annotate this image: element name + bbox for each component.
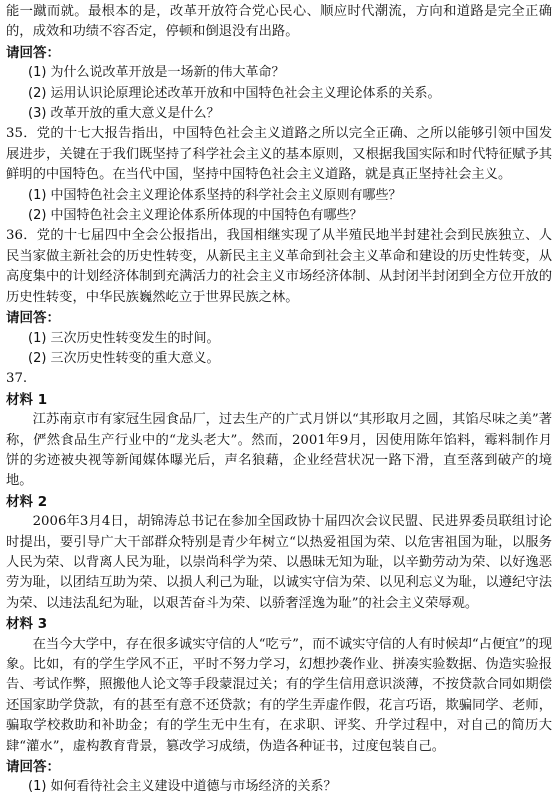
q36-text: 36．党的十七届四中全会公报指出，我国相继实现了从半殖民地半封建社会到民族独立、人民当家做主新社会的历史性转变，从新民主主义革命到社会主义革命和建设的历史性转变，从高度集中的计划经济体制到充满活力的社会主义市场经济体制、从封闭半封闭到全方位开放的历史性转变，中华民族巍然屹立于世界民族之林。 — [6, 228, 552, 305]
q34-item-2: (2) 运用认识论原理论述改革开放和中国特色社会主义理论体系的关系。 — [28, 85, 441, 101]
q35-item-2: (2) 中国特色社会主义理论体系所体现的中国特色有哪些？ — [28, 208, 363, 224]
q36-prompt: 请回答： — [6, 310, 60, 327]
top-paragraph: 能一蹴而就。最根本的是，改革开放符合党心民心、顺应时代潮流，方向和道路是完全正确的，成效和功绩不容否定，停顿和倒退没有出路。 — [6, 4, 552, 40]
material-3-title: 材料 3 — [6, 616, 48, 633]
material-1-title: 材料 1 — [6, 391, 48, 408]
q34-item-3: (3) 改革开放的重大意义是什么？ — [28, 106, 220, 122]
q37-item-1: (1) 如何看待社会主义建设中道德与市场经济的关系？ — [28, 779, 337, 795]
q36-item-1: (1) 三次历史性转变发生的时间。 — [28, 330, 220, 346]
material-1-text: 江苏南京市有家冠生园食品厂，过去生产的广式月饼以“其形取月之圆，其馅尽味之美”著称，俨然食品生产行业中的“龙头老大”。然而，2001年9月，因使用陈年馅料，霉料制作月饼的劣迹被央视等新闻媒体曝光后，声名狼藉，企业经营状况一路下滑，直至落到破产的境地。 — [6, 412, 552, 489]
material-2-title: 材料 2 — [6, 493, 48, 510]
material-2-text: 2006年3月4日，胡锦涛总书记在参加全国政协十届四次会议民盟、民进界委员联组讨论时提出，要引导广大干部群众特别是青少年树立“以热爱祖国为荣、以危害祖国为耻，以服务人民为荣、以背离人民为耻，以崇尚科学为荣、以愚昧无知为耻，以辛勤劳动为荣、以好逸恶劳为耻，以团结互助为荣、以损人利己为耻，以诚实守信为荣、以见利忘义为耻，以遵纪守法为荣、以违法乱纪为耻，以艰苦奋斗为荣、以骄奢淫逸为耻”的社会主义荣辱观。 — [6, 514, 552, 611]
material-3-text: 在当今大学中，存在很多诚实守信的人“吃亏”，而不诚实守信的人有时候却“占便宜”的现象。比如，有的学生学风不正，平时不努力学习，幻想抄袭作业、拼凑实验数据、伪造实验报告、考试作弊，照搬他人论文等手段蒙混过关；有的学生信用意识淡薄，不按贷款合同如期偿还国家助学贷款，有的甚至有意不还贷款；有的学生弄虚作假，花言巧语，欺骗同学、老师，骗取学校救助和补助金；有的学生无中生有，在求职、评奖、升学过程中，对自己的简历大肆“灌水”，虚构教育背景，篡改学习成绩，伪造各种证书，过度包装自己。 — [6, 636, 552, 754]
q34-item-1: (1) 为什么说改革开放是一场新的伟大革命？ — [28, 65, 285, 81]
q35-item-1: (1) 中国特色社会主义理论体系坚持的科学社会主义原则有哪些？ — [28, 187, 402, 203]
q35-text: 35．党的十七大报告指出，中国特色社会主义道路之所以完全正确、之所以能够引领中国发展进步，关键在于我们既坚持了科学社会主义的基本原则，又根据我国实际和时代特征赋予其鲜明的中国特色。在当代中国，坚持中国特色社会主义道路，就是真正坚持社会主义。 — [6, 126, 552, 183]
q34-prompt: 请回答： — [6, 44, 60, 61]
q37-number: 37. — [6, 371, 28, 387]
q37-prompt: 请回答： — [6, 759, 60, 776]
q36-item-2: (2) 三次历史性转变的重大意义。 — [28, 350, 220, 366]
